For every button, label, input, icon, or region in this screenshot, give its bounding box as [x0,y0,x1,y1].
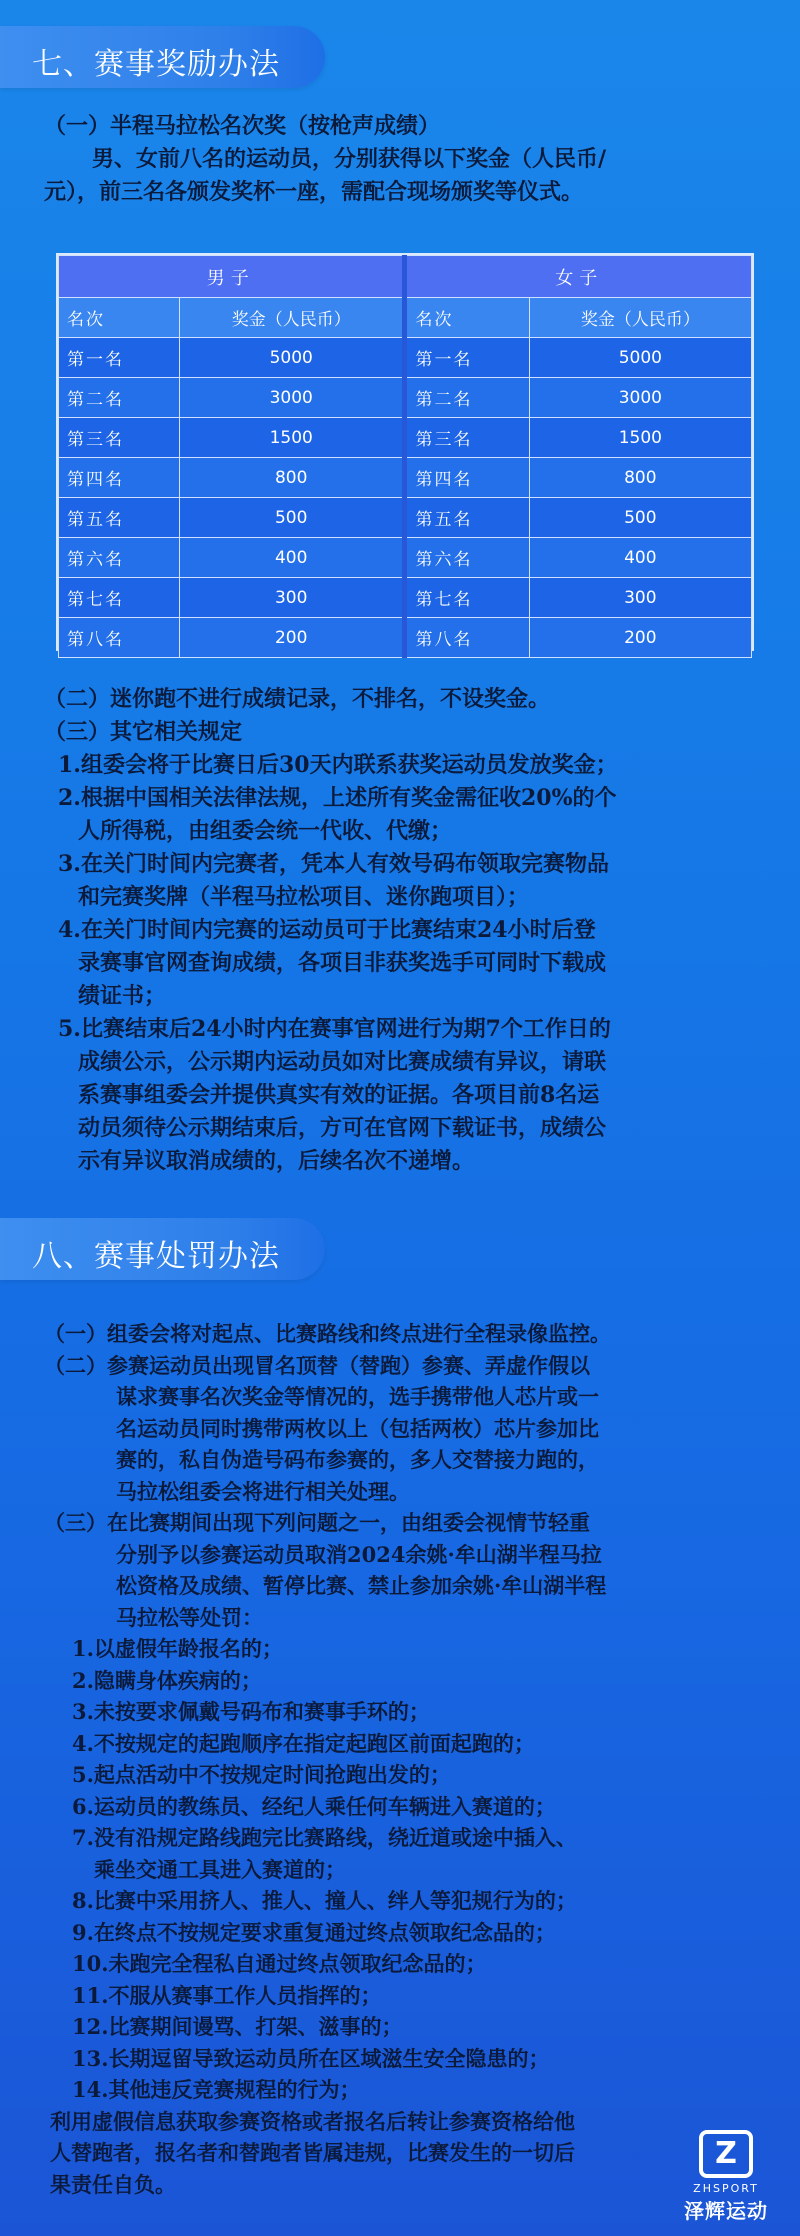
col-rank-header: 名次 [405,298,529,338]
rule-line: 10.未跑完全程私自通过终点领取纪念品的； [72,1951,487,1976]
rank-cell: 第五名 [405,498,529,538]
rule-line: 谋求赛事名次奖金等情况的，选手携带他人芯片或一 [116,1384,599,1409]
prize-cell: 800 [179,458,405,498]
table-row [59,578,752,618]
rule-line: 7.没有沿规定路线跑完比赛路线，绕近道或途中插入、 [72,1825,577,1850]
rule-line: 马拉松等处罚： [116,1604,263,1630]
rule-line: 分别予以参赛运动员取消2024余姚·牟山湖半程马拉 [116,1541,602,1567]
prize-cell: 200 [179,618,405,658]
col-prize-header: 奖金（人民币） [179,298,405,338]
rule-line: （二）参赛运动员出现冒名顶替（替跑）参赛、弄虚作假以 [44,1352,590,1378]
rule-line: 和完赛奖牌（半程马拉松项目、迷你跑项目）； [78,884,530,910]
logo-en-text: ZHSPORT [693,2182,759,2195]
female-header: 女子 [405,256,752,298]
table-row [59,498,752,538]
rule-line: 3.在关门时间内完赛者，凭本人有效号码布领取完赛物品 [58,851,609,877]
rule-line: 2.隐瞒身体疾病的； [72,1667,262,1693]
prize-cell: 200 [529,618,751,658]
prize-cell: 300 [179,578,405,618]
rank-cell: 第八名 [405,618,529,658]
rank-cell: 第二名 [405,378,529,418]
prize-cell: 5000 [179,338,405,378]
section-8-body [44,1318,611,2200]
rule-line: 11.不服从赛事工作人员指挥的； [72,1982,382,2008]
rule-line: 果责任自负。 [50,2171,176,2197]
rank-cell: 第八名 [59,618,180,658]
rule-line: 12.比赛期间谩骂、打架、滋事的； [72,2014,403,2039]
rank-cell: 第五名 [59,498,180,538]
rule-line: 利用虚假信息获取参赛资格或者报名后转让参赛资格给他 [50,2108,575,2134]
section-8-header [0,1218,325,1280]
rank-cell: 第七名 [59,578,180,618]
rule-line: 2.根据中国相关法律法规，上述所有奖金需征收20%的个 [58,785,617,811]
rule-line: 4.不按规定的起跑顺序在指定起跑区前面起跑的； [72,1730,535,1756]
col-prize-header: 奖金（人民币） [529,298,751,338]
prize-cell: 400 [179,538,405,578]
rank-cell: 第三名 [405,418,529,458]
rank-cell: 第六名 [405,538,529,578]
table-row [59,538,752,578]
rank-cell: 第一名 [405,338,529,378]
intro-line: 元），前三名各颁发奖杯一座，需配合现场颁奖等仪式。 [44,179,584,205]
prize-cell: 3000 [179,378,405,418]
rule-line: 人替跑者，报名者和替跑者皆属违规，比赛发生的一切后 [50,2140,575,2165]
male-header: 男子 [59,256,405,298]
rule-line: 人所得税，由组委会统一代收、代缴； [78,818,453,844]
rank-cell: 第七名 [405,578,529,618]
rule-line: 8.比赛中采用挤人、推人、撞人、绊人等犯规行为的； [72,1888,577,1913]
rule-line: 系赛事组委会并提供真实有效的证据。各项目前8名运 [78,1082,600,1108]
section-7-title: 七、赛事奖励办法 [32,47,280,82]
prize-cell: 800 [529,458,751,498]
section-7-rules [44,683,618,1178]
prize-cell: 500 [529,498,751,538]
intro-line: （一）半程马拉松名次奖（按枪声成绩） [44,113,441,139]
rule-line: 1.以虚假年龄报名的； [72,1636,283,1661]
rule-line: （二）迷你跑不进行成绩记录，不排名，不设奖金。 [44,686,551,712]
rank-cell: 第六名 [59,538,180,578]
brand-logo [680,2130,772,2223]
prize-cell: 1500 [529,418,751,458]
prize-cell: 500 [179,498,405,538]
rule-line: 绩证书； [78,983,167,1009]
section-7-header [0,26,325,88]
rule-line: 乘坐交通工具进入赛道的； [94,1856,346,1882]
table-row [59,338,752,378]
prize-cell: 300 [529,578,751,618]
rule-line: （一）组委会将对起点、比赛路线和终点进行全程录像监控。 [44,1321,611,1346]
section-8-title: 八、赛事处罚办法 [32,1239,280,1274]
rule-line: 14.其他违反竞赛规程的行为； [72,2077,361,2102]
prize-cell: 5000 [529,338,751,378]
logo-mark-icon: Z [699,2130,753,2178]
rule-line: 13.长期逗留导致运动员所在区域滋生安全隐患的； [72,2045,550,2071]
rule-line: （三）在比赛期间出现下列问题之一，由组委会视情节轻重 [44,1510,590,1535]
col-rank-header: 名次 [59,298,180,338]
section-7-intro [44,110,606,209]
rule-line: 赛的，私自伪造号码布参赛的，多人交替接力跑的， [116,1447,599,1472]
rule-line: 4.在关门时间内完赛的运动员可于比赛结束24小时后登 [58,917,596,943]
rank-cell: 第四名 [405,458,529,498]
prize-table [56,253,754,651]
rank-cell: 第二名 [59,378,180,418]
rank-cell: 第四名 [59,458,180,498]
table-row [59,458,752,498]
table-row [59,418,752,458]
rule-line: 5.起点活动中不按规定时间抢跑出发的； [72,1762,451,1787]
rule-line: 5.比赛结束后24小时内在赛事官网进行为期7个工作日的 [58,1016,611,1042]
rule-line: 松资格及成绩、暂停比赛、禁止参加余姚·牟山湖半程 [116,1573,607,1598]
rank-cell: 第三名 [59,418,180,458]
rule-line: 6.运动员的教练员、经纪人乘任何车辆进入赛道的； [72,1793,556,1819]
rule-line: 示有异议取消成绩的，后续名次不递增。 [78,1148,475,1174]
prize-cell: 3000 [529,378,751,418]
logo-cn-text: 泽辉运动 [684,2199,768,2223]
prize-cell: 400 [529,538,751,578]
rule-line: 9.在终点不按规定要求重复通过终点领取纪念品的； [72,1919,556,1945]
rule-line: 名运动员同时携带两枚以上（包括两枚）芯片参加比 [116,1415,599,1441]
rule-line: 1.组委会将于比赛日后30天内联系获奖运动员发放奖金； [58,752,618,778]
intro-line: 男、女前八名的运动员，分别获得以下奖金（人民币/ [92,146,607,172]
table-row [59,378,752,418]
prize-cell: 1500 [179,418,405,458]
rank-cell: 第一名 [59,338,180,378]
rule-line: （三）其它相关规定 [44,719,243,745]
rule-line: 动员须待公示期结束后，方可在官网下载证书，成绩公 [78,1115,607,1141]
rule-line: 成绩公示，公示期内运动员如对比赛成绩有异议，请联 [78,1049,607,1075]
rule-line: 录赛事官网查询成绩，各项目非获奖选手可同时下载成 [78,950,607,976]
rule-line: 马拉松组委会将进行相关处理。 [116,1478,410,1504]
table-row [59,618,752,658]
rule-line: 3.未按要求佩戴号码布和赛事手环的； [72,1699,430,1724]
